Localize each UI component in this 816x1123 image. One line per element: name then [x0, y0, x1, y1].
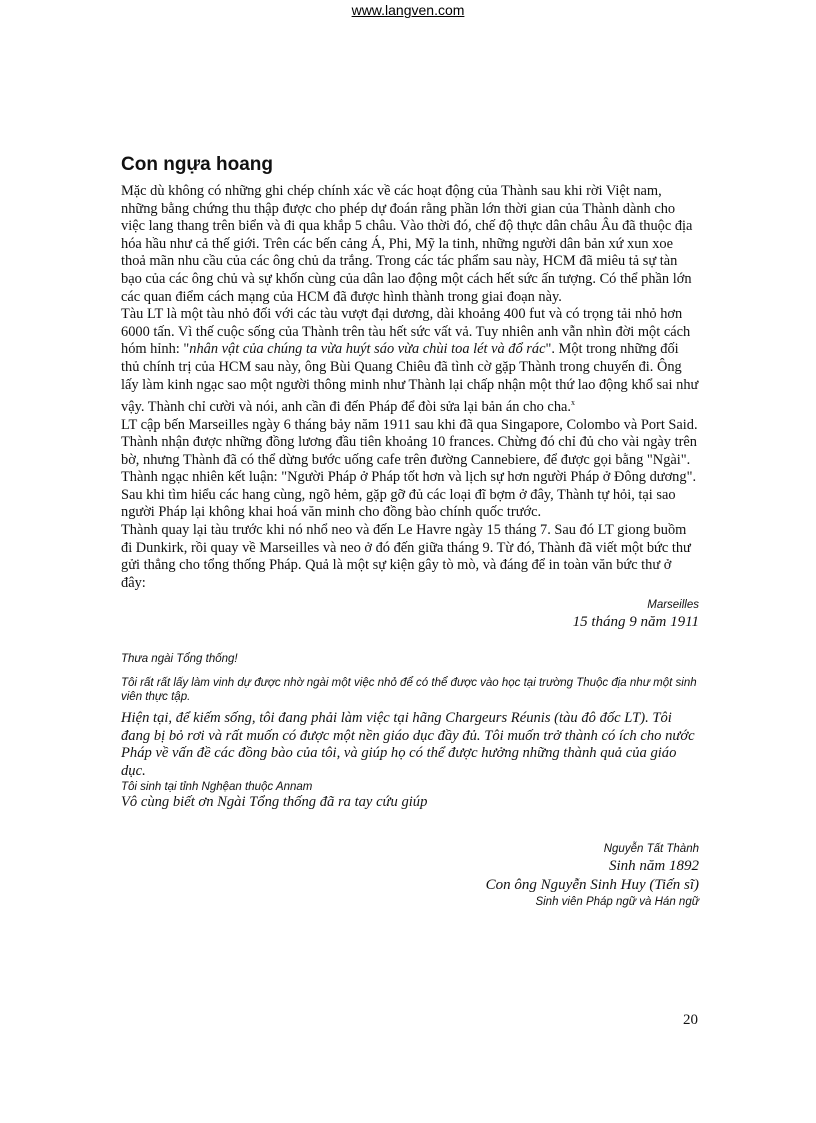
letter-body: Hiện tại, để kiếm sống, tôi đang phải làm việc tại hãng Chargeurs Réunis (tàu đô đốc LT). Tôi đang bị bỏ rơi và rất muốn có được một nền giáo dục đầy đủ. Tôi muốn trở thành có ích cho nước Pháp về vấn đề các đồng bào của tôi, và giúp họ có thể được hưởng những thành quả của giáo dục.	[121, 710, 695, 779]
signature-name: Nguyễn Tất Thành	[603, 842, 699, 855]
paragraph-3: LT cập bến Marseilles ngày 6 tháng bảy năm 1911 sau khi đã qua Singapore, Colombo và Port Said. Thành nhận được những đồng lương đầu tiên khoảng 10 frances. Chừng đó chỉ đủ cho vài ngày trên bờ, nhưng Thành đã có thể dừng bước uống cafe trên đường Cannebiere, để được gọi bằng "Ngài". Thành ngạc nhiên kết luận: "Người Pháp ở Pháp tốt hơn và lịch sự hơn người Pháp ở Đông dương". Sau khi tìm hiểu các hang cùng, ngõ hẻm, gặp gỡ đủ các loại đĩ bợm ở đây, Thành tự hỏi, tại sao người Pháp lại không khai hoá văn minh cho đồng bào chính quốc trước.	[121, 416, 698, 521]
letter-request: Tôi rất rất lấy làm vinh dự được nhờ ngài một việc nhỏ để có thể được vào học tại trường Thuộc địa như một sinh viên thực tập.	[121, 677, 697, 704]
signature-born: Sinh năm 1892	[609, 857, 699, 874]
paragraph-1: Mặc dù không có những ghi chép chính xác về các hoạt động của Thành sau khi rời Việt nam, những bằng chứng thu thập được cho phép dự đoán rằng phần lớn thời gian của Thành dành cho việc lang thang trên biển và đi qua khắp 5 châu. Vào thời đó, chế độ thực dân châu Âu đã thuộc địa hóa hầu như cả thế giới. Trên các bến cảng Á, Phi, Mỹ la tinh, những người dân bản xứ xun xoe thoả mãn nhu cầu của các ông chủ da trắng. Trong các tác phẩm sau này, HCM đã miêu tả sự tàn bạo của các ông chủ và sự khốn cùng của dân lao động một cách hết sức ấn tượng. Có thể phần lớn các quan điểm cách mạng của HCM đã được hình thành trong giai đoạn này.	[121, 183, 693, 305]
letter-salutation: Thưa ngài Tổng thống!	[121, 653, 238, 666]
paragraph-2-text-a: Tàu LT là một tàu nhỏ đối với các tàu vượt đại dương, dài khoảng 400 fut và có trọng tải nhỏ hơn 6000 tấn. Vì thế cuộc sống của Thành trên tàu hết sức vất vả. Tuy nhiên anh vẫn nhìn đời một cách hóm hỉnh: "	[121, 306, 691, 358]
paragraph-2-quote: nhân vật của chúng ta vừa huýt sáo vừa chùi toa lét và đổ rác	[189, 341, 546, 358]
page-content	[121, 153, 699, 910]
website-link[interactable]: www.langven.com	[351, 2, 465, 18]
paragraph-2	[121, 306, 699, 416]
letter-closing: Vô cùng biết ơn Ngài Tổng thống đã ra tay cứu giúp	[121, 794, 428, 811]
signature-block	[121, 842, 699, 910]
letter-date: 15 tháng 9 năm 1911	[572, 614, 699, 631]
section-title: Con ngựa hoang	[121, 154, 274, 175]
footnote-marker: x	[571, 398, 575, 408]
letter-place: Marseilles	[647, 599, 699, 612]
paragraph-2-text-b: ". Một trong những đối thủ chính trị của HCM sau này, ông Bùi Quang Chiêu đã tình cờ gặp Thành trong chuyến đi. Ông lấy làm kinh ngạc sao một người thông minh như Thành lại chấp nhận một thứ lao động khổ sai như vậy. Thành chỉ cười và nói, anh cần đi đến Pháp để đòi sửa lại bản án cho cha.	[121, 341, 699, 415]
signature-student: Sinh viên Pháp ngữ và Hán ngữ	[535, 895, 699, 908]
letter-birthplace: Tôi sinh tại tỉnh Nghệan thuộc Annam	[121, 781, 313, 794]
page-number: 20	[683, 1012, 698, 1028]
paragraph-4: Thành quay lại tàu trước khi nó nhổ neo và đến Le Havre ngày 15 tháng 7. Sau đó LT giong buồm đi Dunkirk, rồi quay về Marseilles và neo ở đó đến giữa tháng 9. Từ đó, Thành đã viết một bức thư gửi thẳng cho tổng thống Pháp. Quả là một sự kiện gây tò mò, và đáng để in toàn văn bức thư ở đây:	[121, 522, 691, 591]
signature-father: Con ông Nguyễn Sinh Huy (Tiến sĩ)	[485, 876, 699, 893]
